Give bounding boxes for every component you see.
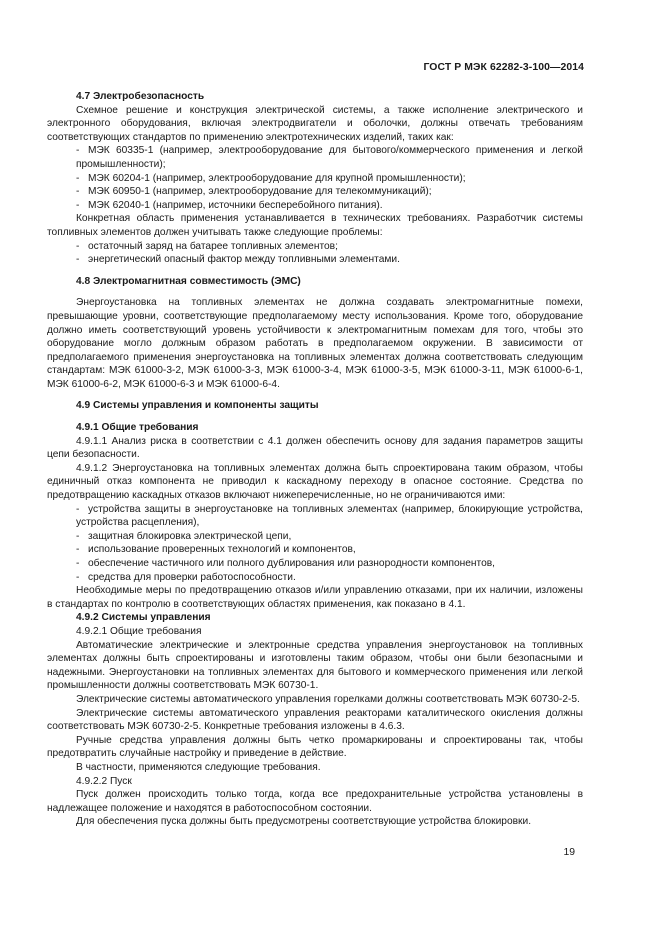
list-item-text: МЭК 60335-1 (например, электрооборудование для бытового/коммерческого применения и легкой промышленности);	[76, 145, 583, 170]
section-heading: 4.8 Электромагнитная совместимость (ЭМС)	[76, 275, 301, 287]
list-bullet: -	[76, 145, 80, 157]
list-bullet: -	[76, 544, 80, 556]
list-item-text: использование проверенных технологий и компонентов,	[88, 544, 356, 556]
section-heading: 4.9.1 Общие требования	[76, 422, 199, 434]
paragraph: Необходимые меры по предотвращению отказов и/или управлению отказами, при их наличии, изложены в стандартах по контролю в соответствующих областях применения, как показано в 4.1.	[47, 585, 583, 610]
paragraph: 4.9.1.2 Энергоустановка на топливных элементах должна быть спроектирована таким образом, чтобы единичный отказ компонента не приводил к каскадному переходу в опасное состояние. Средства по предотвращению каскадных отказов включают нижеперечисленные, но не ограничиваются ими:	[47, 462, 583, 502]
list-item-text: энергетический опасный фактор между топливными элементами.	[88, 254, 400, 266]
paragraph: В частности, применяются следующие требования.	[76, 761, 321, 773]
list-item-text: обеспечение частичного или полного дублирования или разнородности компонентов,	[88, 558, 496, 569]
list-item-text: средства для проверки работоспособности.	[88, 571, 296, 583]
section-heading: 4.9 Системы управления и компоненты защиты	[76, 400, 319, 412]
list-bullet: -	[76, 503, 80, 515]
paragraph: Конкретная область применения устанавливается в технических требованиях. Разработчик системы топливных элементов должен учитывать также следующие проблемы:	[47, 213, 583, 238]
list-item	[47, 144, 583, 171]
list-item	[47, 530, 583, 544]
list-bullet: -	[76, 186, 80, 198]
paragraph: Энергоустановка на топливных элементах не должна создавать электромагнитные помехи, превышающие уровни, соответствующие предполагаемому месту использования. Кроме того, оборудование должно иметь соответствующий уровень устойчивости к электромагнитным помехам для того, чтобы это оборудование могло должным образом работать в предполагаемом окружении. В зависимости от предполагаемого применения энергоустановка на топливных элементах должна соответствовать следующим стандартам: МЭК 61000-3-2, МЭК 61000-3-3, МЭК 61000-3-4, МЭК 61000-3-5, МЭК 61000-3-11, МЭК 61000-6-1, МЭК 61000-6-2, МЭК 61000-6-3 и МЭК 61000-6-4.	[47, 297, 583, 390]
list-bullet: -	[76, 172, 80, 184]
list-item	[47, 240, 583, 254]
list-item-text: устройства защиты в энергоустановке на топливных элементах (например, блокирующие устройства, устройства расцепления),	[76, 503, 583, 529]
section-heading: 4.9.2 Системы управления	[76, 612, 211, 624]
paragraph: Схемное решение и конструкция электрической системы, а также исполнение электрического и электронного оборудования, включая электродвигатели и оболочки, должны отвечать требованиям соответствующих стандартов по применению электротехнических изделий, таких как:	[47, 104, 583, 143]
paragraph: Для обеспечения пуска должны быть предусмотрены соответствующие устройства блокировки.	[76, 816, 532, 828]
list-item	[47, 543, 583, 557]
list-bullet: -	[76, 254, 80, 266]
list-item-text: МЭК 60950-1 (например, электрооборудование для телекоммуникаций);	[88, 186, 432, 198]
page-number: 19	[563, 847, 575, 858]
paragraph: Электрические системы автоматического управления реакторами каталитического окисления должны соответствовать МЭК 60730-2-5. Конкретные требования изложены в 4.6.3.	[47, 707, 583, 733]
list-item	[47, 503, 583, 530]
section-heading: 4.7 Электробезопасность	[76, 91, 205, 102]
list-item-text: защитная блокировка электрической цепи,	[88, 530, 292, 542]
paragraph: Пуск должен происходить только тогда, когда все предохранительные устройства установлены в надлежащее положение и находятся в работоспособном состоянии.	[47, 789, 583, 814]
list-item	[47, 185, 583, 199]
list-item-text: МЭК 60204-1 (например, электрооборудование для крупной промышленности);	[88, 172, 466, 184]
list-item	[47, 557, 583, 571]
list-bullet: -	[76, 571, 80, 583]
list-bullet: -	[76, 199, 80, 211]
list-bullet: -	[76, 558, 80, 569]
list-bullet: -	[76, 240, 80, 252]
list-item	[47, 253, 583, 267]
document-body	[47, 90, 583, 829]
paragraph: Автоматические электрические и электронные средства управления энергоустановок на топливных элементах должны быть спроектированы и изготовлены таким образом, чтобы они были безопасными и надежными. Энергоустановки на топливных элементах для бытового и коммерческого применения или легкой промышленности должны соответствовать МЭК 60730-1.	[47, 639, 583, 692]
list-item	[47, 172, 583, 186]
paragraph: Ручные средства управления должны быть четко промаркированы и спроектированы так, чтобы предотвратить случайные настройку и приведение в действие.	[47, 734, 583, 760]
list-bullet: -	[76, 530, 80, 542]
paragraph: 4.9.2.2 Пуск	[76, 775, 132, 787]
list-item	[47, 199, 583, 213]
paragraph: Электрические системы автоматического управления горелками должны соответствовать МЭК 60730-2-5.	[76, 693, 580, 705]
paragraph: 4.9.1.1 Анализ риска в соответствии с 4.1 должен обеспечить основу для задания параметров защиты цепи безопасности.	[47, 435, 583, 461]
list-item-text: остаточный заряд на батарее топливных элементов;	[88, 240, 338, 252]
document-header: ГОСТ Р МЭК 62282-3-100—2014	[423, 62, 584, 73]
list-item-text: МЭК 62040-1 (например, источники бесперебойного питания).	[88, 199, 383, 211]
paragraph: 4.9.2.1 Общие требования	[76, 625, 202, 637]
list-item	[47, 571, 583, 585]
